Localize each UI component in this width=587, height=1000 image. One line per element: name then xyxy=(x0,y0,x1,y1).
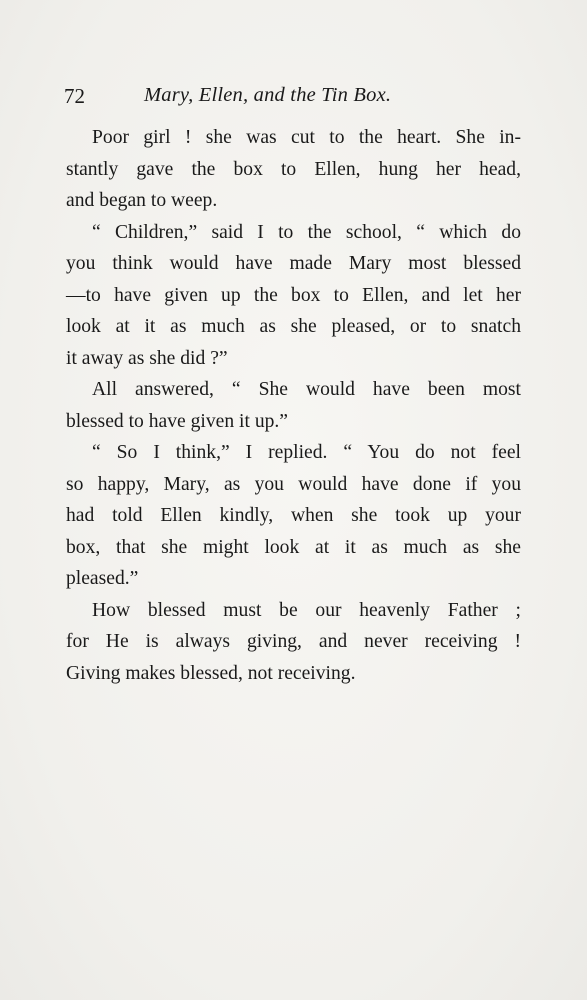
text-line: “ Children,” said I to the school, “ which do xyxy=(92,221,521,243)
text-line: Poor girl ! she was cut to the heart. She in- xyxy=(92,127,521,148)
paragraph xyxy=(66,595,521,690)
text-line: How blessed must be our heavenly Father ; xyxy=(92,599,521,621)
text-line: so happy, Mary, as you would have done if you xyxy=(66,473,521,495)
text-line: stantly gave the box to Ellen, hung her head, xyxy=(66,158,521,180)
text-line: had told Ellen kindly, when she took up your xyxy=(66,505,521,526)
text-line: you think would have made Mary most blessed xyxy=(66,253,521,274)
text-line: box, that she might look at it as much as she xyxy=(66,536,521,558)
paragraph xyxy=(66,374,521,437)
body-text xyxy=(66,122,521,689)
page-number: 72 xyxy=(64,84,85,108)
text-line: “ So I think,” I replied. “ You do not feel xyxy=(92,442,521,463)
paragraph xyxy=(66,122,521,217)
text-line: for He is always giving, and never receiving ! xyxy=(66,631,521,652)
paragraph xyxy=(66,437,521,595)
text-line: —to have given up the box to Ellen, and let her xyxy=(66,284,521,306)
text-line: it away as she did ?” xyxy=(66,347,228,369)
text-line: blessed to have given it up.” xyxy=(66,410,289,432)
text-line: Giving makes blessed, not receiving. xyxy=(66,662,356,684)
text-line: and began to weep. xyxy=(66,190,218,211)
text-line: pleased.” xyxy=(66,568,139,589)
paragraph xyxy=(66,217,521,375)
page-header xyxy=(64,80,524,116)
text-line: look at it as much as she pleased, or to snatch xyxy=(66,316,521,337)
running-title: Mary, Ellen, and the Tin Box. xyxy=(144,84,392,106)
text-line: All answered, “ She would have been most xyxy=(92,379,521,400)
